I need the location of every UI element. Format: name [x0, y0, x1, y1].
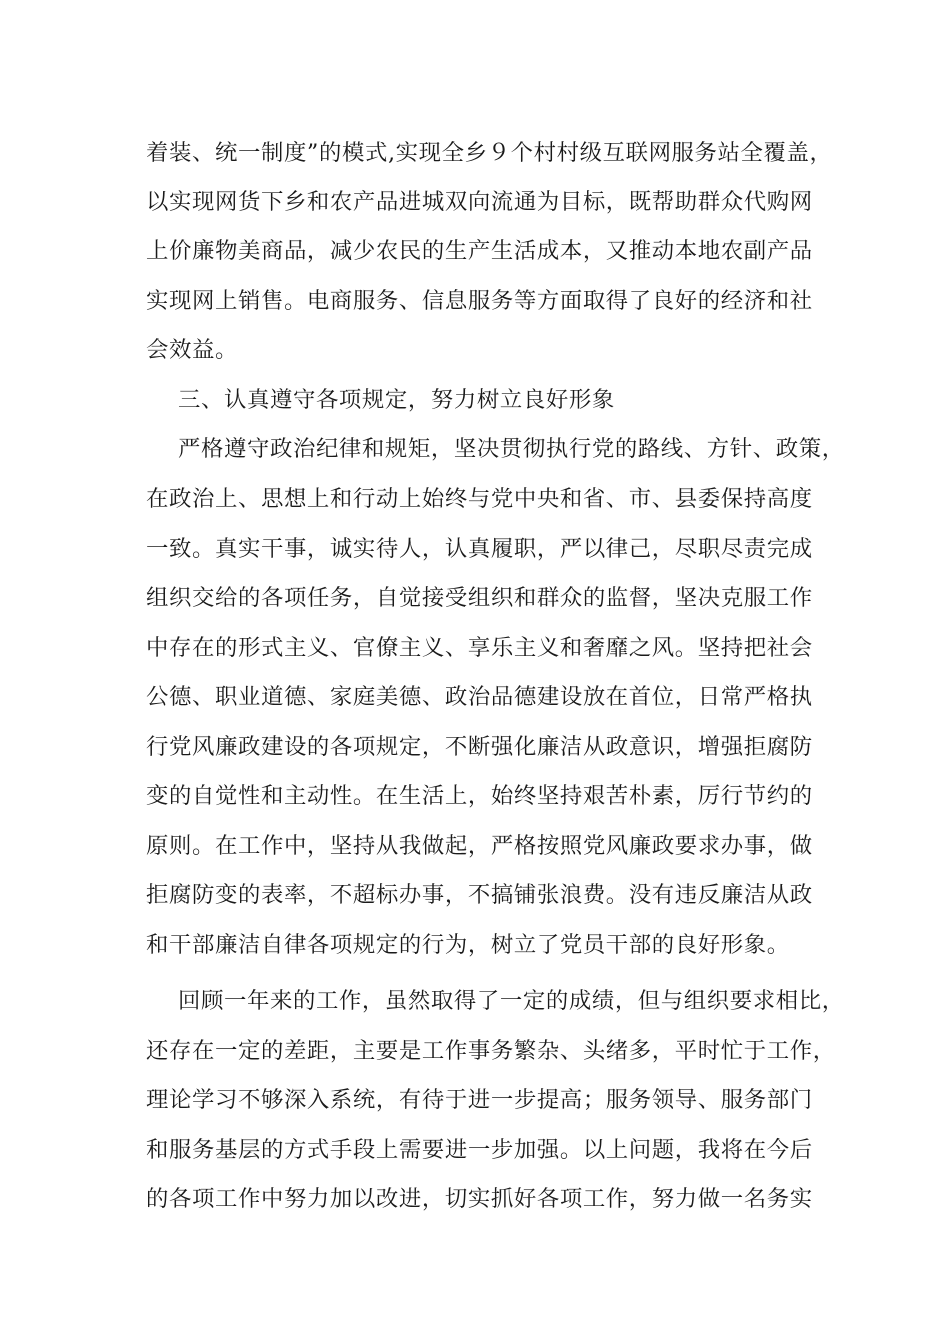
body-line: 和服务基层的方式手段上需要进一步加强。以上问题，我将在今后: [146, 1137, 813, 1163]
section-heading: 三、认真遵守各项规定，努力树立良好形象: [178, 387, 615, 413]
body-line: 上价廉物美商品，减少农民的生产生活成本，又推动本地农副产品: [146, 238, 813, 264]
body-line: 着装、统一制度”的模式,实现全乡９个村村级互联网服务站全覆盖，: [146, 140, 833, 166]
body-line: 的各项工作中努力加以改进，切实抓好各项工作，努力做一名务实: [146, 1186, 813, 1212]
body-line: 组织交给的各项任务，自觉接受组织和群众的监督，坚决克服工作: [146, 585, 813, 611]
body-line: 公德、职业道德、家庭美德、政治品德建设放在首位，日常严格执: [146, 684, 813, 710]
body-line: 一致。真实干事，诚实待人，认真履职，严以律己，尽职尽责完成: [146, 536, 813, 562]
body-line: 回顾一年来的工作，虽然取得了一定的成绩，但与组织要求相比，: [178, 988, 845, 1014]
body-line: 理论学习不够深入系统，有待于进一步提高；服务领导、服务部门: [146, 1087, 813, 1113]
body-line: 会效益。: [146, 337, 238, 363]
body-line: 以实现网货下乡和农产品进城双向流通为目标，既帮助群众代购网: [146, 189, 813, 215]
body-line: 在政治上、思想上和行动上始终与党中央和省、市、县委保持高度: [146, 486, 813, 512]
body-line: 原则。在工作中，坚持从我做起，严格按照党风廉政要求办事，做: [146, 833, 813, 859]
body-line: 变的自觉性和主动性。在生活上，始终坚持艰苦朴素，厉行节约的: [146, 783, 813, 809]
body-line: 严格遵守政治纪律和规矩，坚决贯彻执行党的路线、方针、政策，: [178, 436, 845, 462]
body-line: 拒腐防变的表率，不超标办事，不搞铺张浪费。没有违反廉洁从政: [146, 882, 813, 908]
body-line: 实现网上销售。电商服务、信息服务等方面取得了良好的经济和社: [146, 288, 813, 314]
body-line: 还存在一定的差距，主要是工作事务繁杂、头绪多，平时忙于工作，: [146, 1038, 836, 1064]
body-line: 行党风廉政建设的各项规定，不断强化廉洁从政意识，增强拒腐防: [146, 734, 813, 760]
body-line: 中存在的形式主义、官僚主义、享乐主义和奢靡之风。坚持把社会: [146, 635, 813, 661]
body-line: 和干部廉洁自律各项规定的行为，树立了党员干部的良好形象。: [146, 932, 790, 958]
